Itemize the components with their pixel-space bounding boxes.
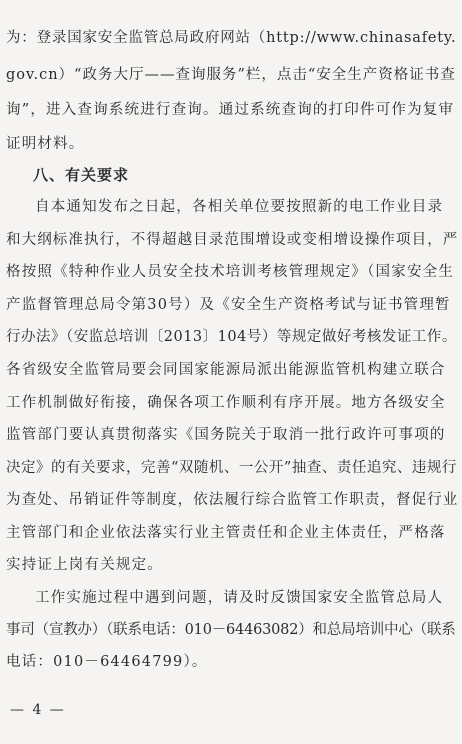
page-number: — 4 — <box>10 702 66 718</box>
paragraph-line: 和大纲标准执行，不得超越目录范围增设或变相增设操作项目，严 <box>6 232 459 248</box>
paragraph-line: 证明材料。 <box>6 136 85 152</box>
paragraph-line: 工作实施过程中遇到问题，请及时反馈国家安全监管总局人 <box>35 590 444 606</box>
paragraph-line: 为查处、吊销证件等制度，依法履行综合监管工作职责，督促行业 <box>6 492 459 508</box>
paragraph-line: 各省级安全监管局要会同国家能源局派出能源监管机构建立联合 <box>6 362 446 378</box>
paragraph-line: 监管部门要认真贯彻落实《国务院关于取消一批行政许可事项的 <box>6 427 446 443</box>
section-heading: 八、有关要求 <box>33 166 130 184</box>
paragraph-line: 电话：010－64464799）。 <box>6 654 208 670</box>
paragraph-line: 决定》的有关要求，完善“双随机、一公开”抽查、责任追究、违规行 <box>6 460 457 476</box>
paragraph-line: 行办法》（安监总培训〔2013〕104号）等规定做好考核发证工作。 <box>6 329 457 345</box>
paragraph-line: 工作机制做好衔接，确保各项工作顺利有序开展。地方各级安全 <box>6 395 446 411</box>
paragraph-line: 格按照《特种作业人员安全技术培训考核管理规定》（国家安全生 <box>6 264 455 280</box>
paragraph-line: 产监督管理总局令第30号）及《安全生产资格考试与证书管理暂 <box>6 297 451 313</box>
paragraph-line: 自本通知发布之日起，各相关单位要按照新的电工作业目录 <box>35 199 444 215</box>
paragraph-line: gov.cn）“政务大厅——查询服务”栏，点击“安全生产资格证书查 <box>6 67 456 83</box>
paragraph-line: 事司（宣教办）（联系电话：010－64463082）和总局培训中心（联系 <box>6 622 456 638</box>
paragraph-line: 为：登录国家安全监管总局政府网站（http://www.chinasafety. <box>6 30 457 46</box>
paragraph-line: 询”，进入查询系统进行查询。通过系统查询的打印件可作为复审 <box>6 102 455 118</box>
paragraph-line: 主管部门和企业依法落实行业主管责任和企业主体责任，严格落 <box>6 525 446 541</box>
paragraph-line: 实持证上岗有关规定。 <box>6 557 163 573</box>
